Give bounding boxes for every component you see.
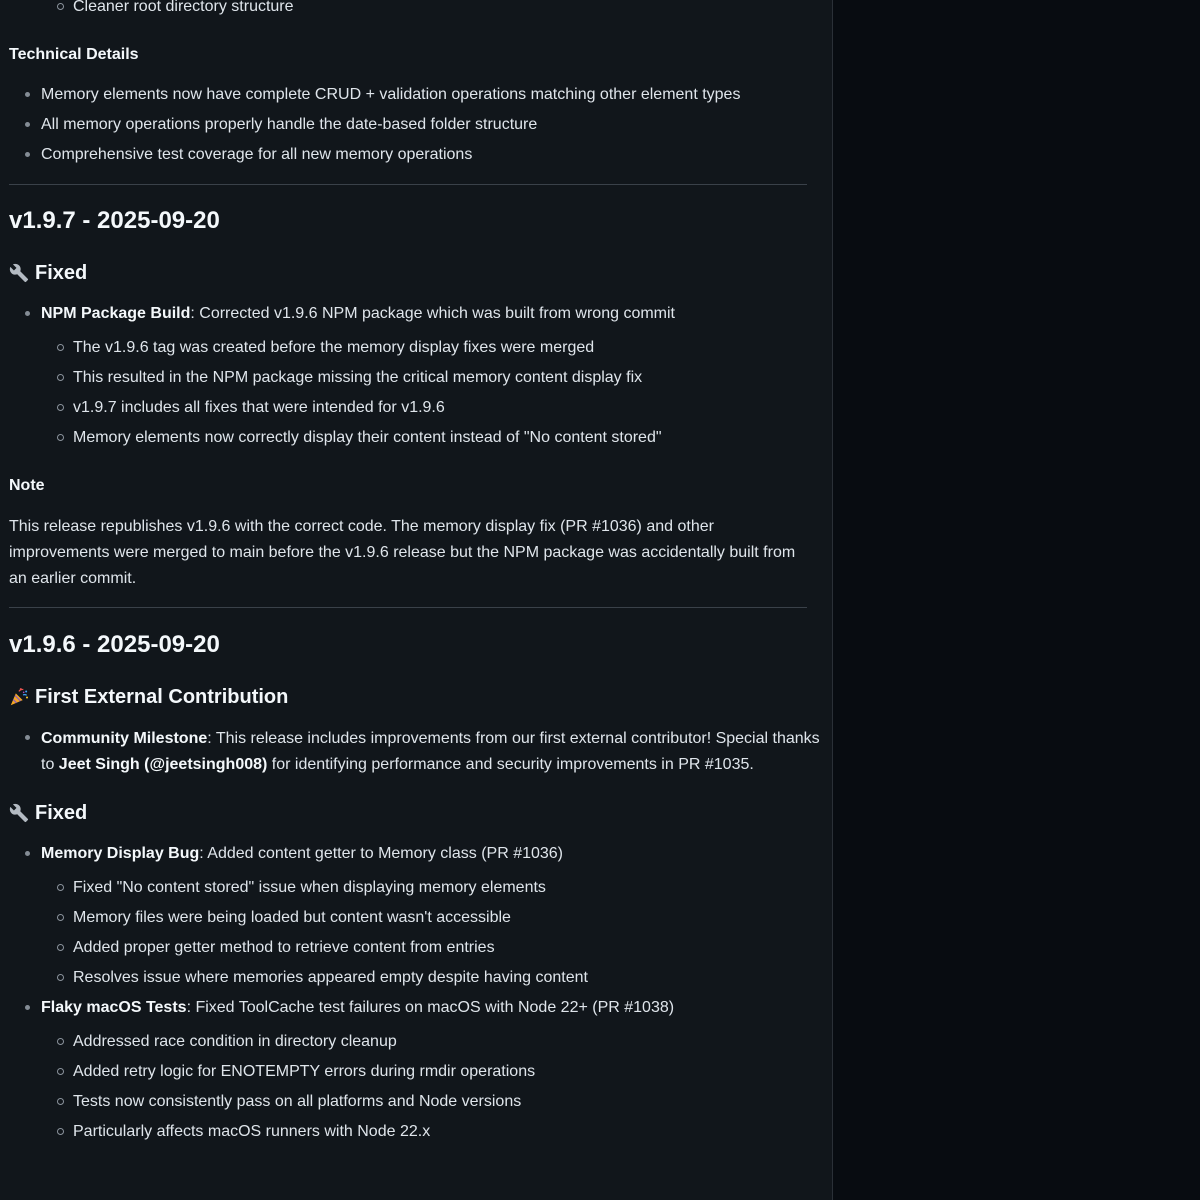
sub-list <box>41 876 815 990</box>
outer-background <box>833 0 1200 1200</box>
list-item <box>41 996 815 1144</box>
list-item-text: : Added content getter to Memory class (PR #1036) <box>199 845 564 862</box>
sub-list-item <box>73 1120 815 1144</box>
list-item-text: : Fixed ToolCache test failures on macOS with Node 22+ (PR #1038) <box>186 999 675 1016</box>
list-item-text: for identifying performance and security improvements in PR #1035. <box>267 756 754 773</box>
list-item <box>41 83 815 107</box>
list-item <box>41 113 815 137</box>
sub-list-item-text: This resulted in the NPM package missing the critical memory content display fix <box>73 369 643 386</box>
fixed-v196-list <box>9 842 815 1144</box>
sub-list-item-text: Fixed "No content stored" issue when displaying memory elements <box>73 879 546 896</box>
list-item-bold: NPM Package Build <box>41 305 191 322</box>
sub-list <box>41 336 815 450</box>
list-item-text: Comprehensive test coverage for all new memory operations <box>41 146 473 163</box>
sub-list-item-text: The v1.9.6 tag was created before the memory display fixes were merged <box>73 339 595 356</box>
sub-list-item-text: Cleaner root directory structure <box>73 0 294 15</box>
sub-list-item <box>73 876 815 900</box>
sub-list <box>41 1030 815 1144</box>
sub-list-item-text: Memory elements now correctly display their content instead of "No content stored" <box>73 429 662 446</box>
milestone-list <box>9 726 833 778</box>
list-item-bold: Community Milestone <box>41 730 208 747</box>
note-paragraph: This release republishes v1.9.6 with the correct code. The memory display fix (PR #1036) and other improvements were merged to main before the v1.9.6 release but the NPM package was accidentally built from an earlier commit. <box>9 518 796 587</box>
sub-list-item-text: Memory files were being loaded but content wasn't accessible <box>73 909 511 926</box>
sub-list-item-text: Added retry logic for ENOTEMPTY errors during rmdir operations <box>73 1063 536 1080</box>
sub-list-item <box>73 426 815 450</box>
wrench-icon <box>9 803 29 823</box>
cut-off-sublist <box>9 0 815 19</box>
list-item-text: Memory elements now have complete CRUD + validation operations matching other element types <box>41 86 741 103</box>
sub-list-item <box>73 936 815 960</box>
sub-list-item-text: Particularly affects macOS runners with Node 22.x <box>73 1123 431 1140</box>
heading-v197: v1.9.7 - 2025-09-20 <box>9 207 220 234</box>
party-popper-icon <box>9 687 29 707</box>
sub-list-item-text: Added proper getter method to retrieve content from entries <box>73 939 495 956</box>
heading-first-external-contribution <box>9 684 815 710</box>
sub-list-item <box>73 966 815 990</box>
list-item-bold: Flaky macOS Tests <box>41 999 187 1016</box>
heading-text: First External Contribution <box>35 686 289 708</box>
list-item-bold: Jeet Singh (@jeetsingh008) <box>58 756 268 773</box>
sub-list-item <box>73 396 815 420</box>
sub-list-item-text: v1.9.7 includes all fixes that were intended for v1.9.6 <box>73 399 445 416</box>
sub-list-item <box>73 906 815 930</box>
sub-list-item <box>73 366 815 390</box>
list-item <box>41 143 815 167</box>
wrench-icon <box>9 263 29 283</box>
sub-list-item <box>73 1090 815 1114</box>
heading-note: Note <box>9 477 45 494</box>
list-item <box>41 302 815 450</box>
sub-list-item-text: Resolves issue where memories appeared empty despite having content <box>73 969 588 986</box>
fixed-v197-list <box>9 302 815 450</box>
technical-details-list <box>9 83 815 167</box>
sub-list-item-text: Addressed race condition in directory cleanup <box>73 1033 397 1050</box>
sub-list-item <box>73 0 815 19</box>
heading-v196: v1.9.6 - 2025-09-20 <box>9 631 220 658</box>
heading-technical-details: Technical Details <box>9 46 139 63</box>
sub-list-item <box>73 336 815 360</box>
heading-text: Fixed <box>35 262 88 284</box>
section-divider <box>9 184 807 185</box>
list-item <box>41 726 833 778</box>
heading-fixed-v196 <box>9 800 815 826</box>
list-item-text: : This release includes improvements from our first external contributor! Special thanks to <box>41 730 820 773</box>
sub-list-item-text: Tests now consistently pass on all platforms and Node versions <box>73 1093 522 1110</box>
list-item-text: All memory operations properly handle the date-based folder structure <box>41 116 538 133</box>
heading-text: Fixed <box>35 802 88 824</box>
section-divider <box>9 607 807 608</box>
sub-list-item <box>73 1060 815 1084</box>
heading-fixed-v197 <box>9 260 815 286</box>
markdown-body <box>9 0 820 1144</box>
list-item-text: : Corrected v1.9.6 NPM package which was built from wrong commit <box>190 305 675 322</box>
sub-list-item <box>73 1030 815 1054</box>
list-item <box>41 842 815 990</box>
list-item-bold: Memory Display Bug <box>41 845 200 862</box>
